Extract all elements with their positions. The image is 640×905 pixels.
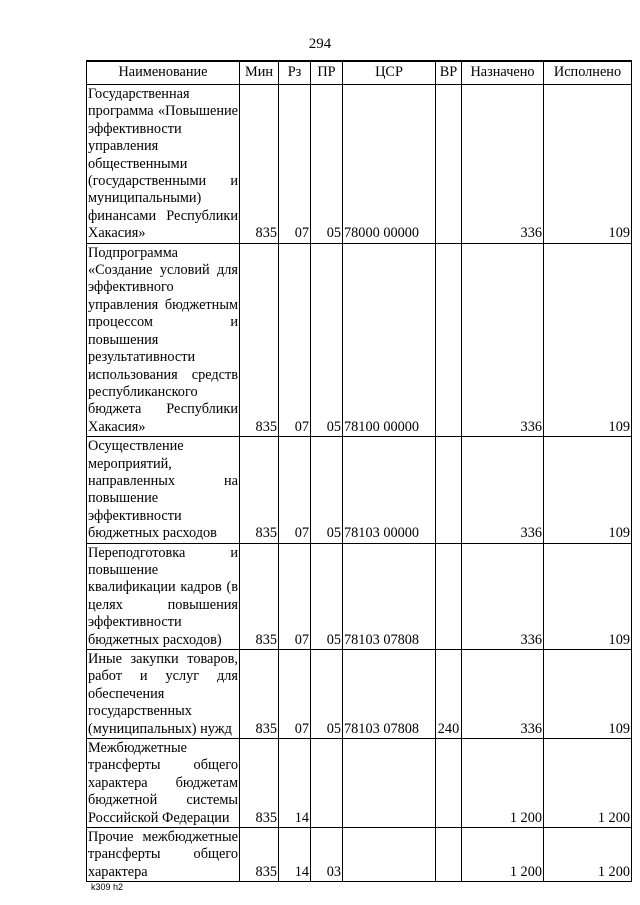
row-assigned: 336	[462, 243, 544, 436]
row-rz: 07	[279, 437, 311, 543]
row-executed: 109	[544, 85, 632, 244]
row-csr: 78103 07808	[343, 543, 436, 649]
row-vr	[436, 437, 462, 543]
header-name: Наименование	[87, 61, 240, 85]
row-executed: 109	[544, 437, 632, 543]
row-executed: 1 200	[544, 828, 632, 882]
row-rz: 07	[279, 543, 311, 649]
row-min: 835	[240, 739, 279, 828]
row-csr: 78103 00000	[343, 437, 436, 543]
header-csr: ЦСР	[343, 61, 436, 85]
row-rz: 07	[279, 650, 311, 739]
row-assigned: 336	[462, 543, 544, 649]
table-row	[87, 650, 632, 739]
row-csr	[343, 739, 436, 828]
header-rz: Рз	[279, 61, 311, 85]
row-csr: 78100 00000	[343, 243, 436, 436]
table-row	[87, 85, 632, 244]
row-pr: 05	[311, 650, 343, 739]
page-number: 294	[308, 36, 332, 52]
table-header-row	[87, 61, 632, 85]
table-row	[87, 437, 632, 543]
row-pr: 05	[311, 85, 343, 244]
table-row	[87, 243, 632, 436]
row-vr	[436, 243, 462, 436]
header-pr: ПР	[311, 61, 343, 85]
header-assigned: Назначено	[462, 61, 544, 85]
row-name: Государственная программа «Повышение эффективности управления общественными (государственными и муниципальными) финансами Республики Хакасия»	[88, 86, 238, 242]
header-executed: Исполнено	[544, 61, 632, 85]
row-csr: 78103 07808	[343, 650, 436, 739]
row-assigned: 336	[462, 437, 544, 543]
row-vr	[436, 543, 462, 649]
row-vr	[436, 828, 462, 882]
row-vr	[436, 739, 462, 828]
row-executed: 109	[544, 243, 632, 436]
row-executed: 109	[544, 543, 632, 649]
row-name: Переподготовка и повышение квалификации кадров (в целях повышения эффективности бюджетных расходов)	[88, 544, 238, 648]
budget-table	[86, 60, 632, 882]
row-name: Подпрограмма «Создание условий для эффективного управления бюджетным процессом и повышения результативности использования средств республиканского бюджета Республики Хакасия»	[88, 244, 238, 435]
row-executed: 109	[544, 650, 632, 739]
row-csr	[343, 828, 436, 882]
row-pr	[311, 739, 343, 828]
table-row	[87, 828, 632, 882]
table-row	[87, 739, 632, 828]
row-min: 835	[240, 650, 279, 739]
header-vr: ВР	[436, 61, 462, 85]
header-min: Мин	[240, 61, 279, 85]
row-rz: 07	[279, 85, 311, 244]
row-min: 835	[240, 243, 279, 436]
row-min: 835	[240, 85, 279, 244]
row-assigned: 336	[462, 650, 544, 739]
row-pr: 05	[311, 437, 343, 543]
footer-code: k309 h2	[91, 882, 124, 892]
row-assigned: 336	[462, 85, 544, 244]
row-assigned: 1 200	[462, 828, 544, 882]
row-rz: 07	[279, 243, 311, 436]
row-vr: 240	[436, 650, 462, 739]
row-min: 835	[240, 437, 279, 543]
row-vr	[436, 85, 462, 244]
row-name: Межбюджетные трансферты общего характера бюджетам бюджетной системы Российской Федерации	[88, 740, 238, 826]
table-row	[87, 543, 632, 649]
row-pr: 05	[311, 543, 343, 649]
row-csr: 78000 00000	[343, 85, 436, 244]
row-executed: 1 200	[544, 739, 632, 828]
row-pr: 05	[311, 243, 343, 436]
row-name: Иные закупки товаров, работ и услуг для обеспечения государственных (муниципальных) нужд	[88, 651, 238, 737]
row-min: 835	[240, 543, 279, 649]
row-name: Осуществление мероприятий, направленных на повышение эффективности бюджетных расходов	[88, 438, 238, 542]
row-pr: 03	[311, 828, 343, 882]
row-rz: 14	[279, 828, 311, 882]
row-min: 835	[240, 828, 279, 882]
row-assigned: 1 200	[462, 739, 544, 828]
row-rz: 14	[279, 739, 311, 828]
row-name: Прочие межбюджетные трансферты общего характера	[88, 829, 238, 880]
